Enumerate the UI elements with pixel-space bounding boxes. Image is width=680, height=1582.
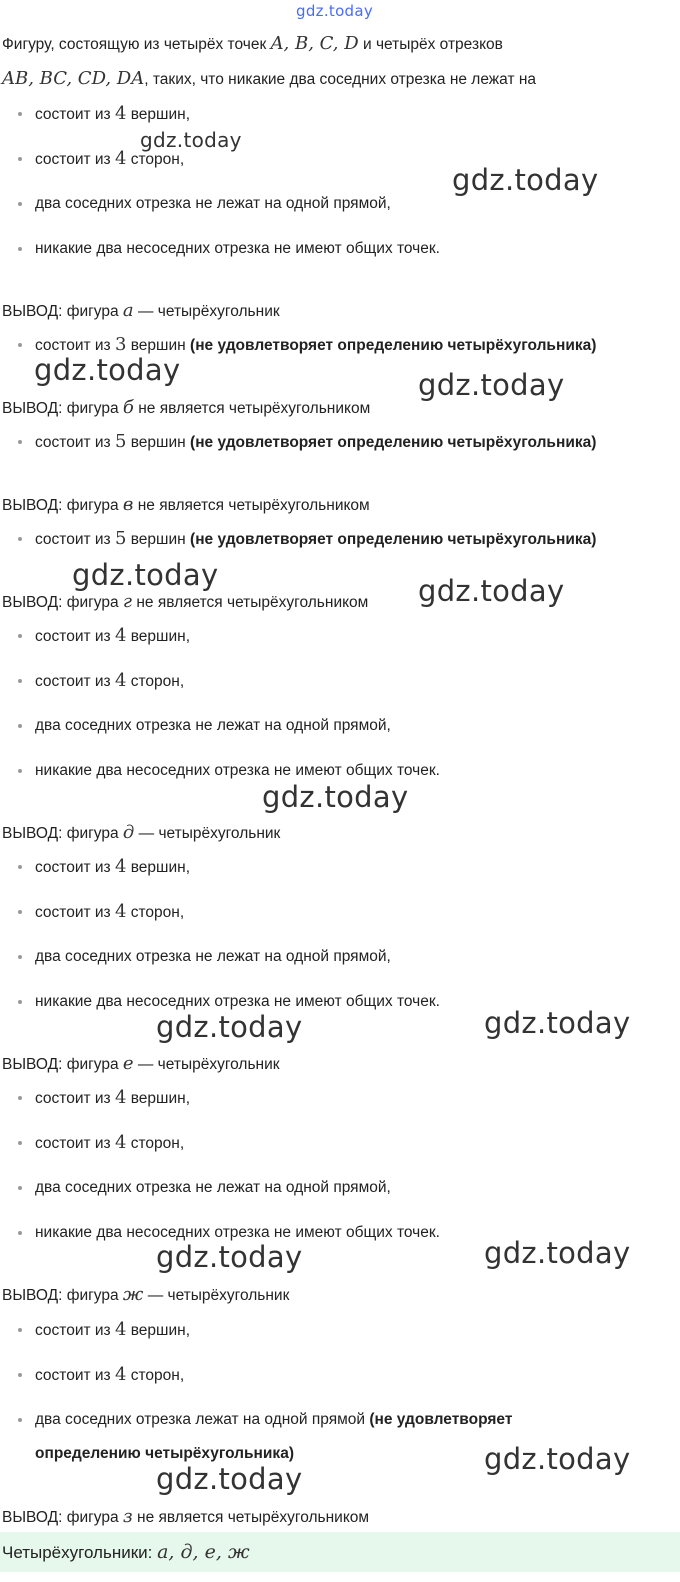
intro-suffix: и четырёх отрезков [363, 36, 503, 53]
item-number: 4 [114, 1319, 127, 1340]
watermark: gdz.today [484, 1442, 631, 1476]
bullet [18, 157, 22, 161]
bullet [18, 112, 22, 116]
conclusion-label: ВЫВОД: фигура [2, 1509, 119, 1526]
item-number: 4 [114, 670, 127, 691]
list-item [18, 1132, 184, 1155]
list-item [18, 901, 184, 924]
watermark-top: gdz.today [296, 2, 374, 20]
final-list: а, д, е, ж [157, 1541, 250, 1563]
item-text: никакие два несоседних отрезка не имеют общих точек. [35, 240, 440, 257]
list-item [18, 1087, 190, 1110]
conclusion-result: не является четырёхугольником [137, 497, 370, 514]
item-text: сторон, [130, 1367, 185, 1384]
conclusion-g [2, 591, 368, 614]
list-item [18, 431, 596, 454]
list-item [18, 856, 190, 879]
item-number: 4 [114, 1364, 127, 1385]
final-answer [0, 1532, 680, 1572]
bullet [18, 724, 22, 728]
item-number: 4 [114, 1132, 127, 1153]
bullet [18, 679, 22, 683]
watermark: gdz.today [156, 1010, 303, 1044]
intro-points: A, B, C, D [270, 33, 359, 54]
item-text: два соседних отрезка лежат на одной прямой [35, 1411, 366, 1428]
item-text: никакие два несоседних отрезка не имеют общих точек. [35, 1224, 440, 1241]
bullet [18, 343, 22, 347]
conclusion-result: не является четырёхугольником [136, 594, 369, 611]
item-text: два соседних отрезка не лежат на одной прямой, [35, 948, 391, 965]
conclusion-d [2, 822, 280, 845]
conclusion-a [2, 300, 280, 323]
item-number: 5 [114, 528, 127, 549]
item-note: (не удовлетворяет определению четырёхугольника) [190, 337, 597, 354]
bullet [18, 769, 22, 773]
figure-letter: г [122, 591, 133, 612]
watermark: gdz.today [262, 780, 409, 814]
watermark: gdz.today [156, 1462, 303, 1496]
bullet [18, 1373, 22, 1377]
list-item [18, 1364, 184, 1387]
item-text: никакие два несоседних отрезка не имеют общих точек. [35, 762, 440, 779]
item-number: 4 [114, 856, 127, 877]
conclusion-z [2, 1506, 369, 1529]
item-text: состоит из [35, 1135, 111, 1152]
conclusion-label: ВЫВОД: фигура [2, 303, 119, 320]
figure-letter: в [122, 494, 134, 515]
conclusion-zh [2, 1284, 289, 1307]
conclusion-result: не является четырёхугольником [138, 400, 371, 417]
figure-letter: д [122, 822, 135, 843]
figure-letter: з [122, 1506, 133, 1527]
item-text: никакие два несоседних отрезка не имеют общих точек. [35, 993, 440, 1010]
list-item [18, 760, 440, 782]
intro-segments: AB, BC, CD, DA [2, 68, 145, 89]
item-text: вершин [130, 434, 186, 451]
figure-letter: е [122, 1053, 134, 1074]
item-number: 4 [114, 625, 127, 646]
item-text: состоит из [35, 531, 111, 548]
watermark: gdz.today [72, 558, 219, 592]
item-number: 5 [114, 431, 127, 452]
bullet [18, 1328, 22, 1332]
item-text: вершин, [130, 628, 191, 645]
bullet [18, 247, 22, 251]
list-item [18, 103, 190, 126]
item-text: состоит из [35, 1367, 111, 1384]
list-item [18, 715, 391, 737]
item-text: состоит из [35, 337, 111, 354]
intro-line-1 [2, 33, 503, 56]
item-text: сторон, [130, 673, 185, 690]
item-text: вершин [130, 337, 186, 354]
conclusion-label: ВЫВОД: фигура [2, 1056, 119, 1073]
watermark: gdz.today [484, 1006, 631, 1040]
item-text: состоит из [35, 151, 111, 168]
item-text: состоит из [35, 904, 111, 921]
list-item [18, 238, 440, 260]
item-text: сторон, [130, 904, 185, 921]
bullet [18, 1141, 22, 1145]
figure-letter: б [122, 397, 134, 418]
figure-letter: ж [122, 1284, 144, 1305]
watermark: gdz.today [156, 1240, 303, 1274]
item-note: (не удовлетворяет определению четырёхугольника) [190, 531, 597, 548]
intro-line-2 [2, 68, 536, 91]
item-number: 4 [114, 1087, 127, 1108]
bullet [18, 865, 22, 869]
item-text: состоит из [35, 106, 111, 123]
conclusion-result: — четырёхугольник [138, 825, 281, 842]
item-text: состоит из [35, 859, 111, 876]
item-text: вершин, [130, 1090, 191, 1107]
watermark: gdz.today [34, 353, 181, 387]
item-text: состоит из [35, 1322, 111, 1339]
list-item [18, 946, 391, 968]
list-item [18, 528, 596, 551]
item-text: два соседних отрезка не лежат на одной прямой, [35, 717, 391, 734]
item-number: 4 [114, 148, 127, 169]
intro-line2-suffix: , таких, что никакие два соседних отрезка не лежат на [144, 71, 537, 88]
conclusion-result: не является четырёхугольником [137, 1509, 370, 1526]
conclusion-label: ВЫВОД: фигура [2, 825, 119, 842]
item-text: сторон, [130, 1135, 185, 1152]
watermark: gdz.today [418, 368, 565, 402]
conclusion-result: — четырёхугольник [147, 1287, 290, 1304]
watermark: gdz.today [140, 128, 242, 152]
bullet [18, 202, 22, 206]
conclusion-label: ВЫВОД: фигура [2, 594, 119, 611]
bullet [18, 1000, 22, 1004]
item-note: (не удовлетворяет [369, 1411, 513, 1428]
item-note: определению четырёхугольника) [35, 1445, 294, 1462]
watermark: gdz.today [418, 574, 565, 608]
item-text: два соседних отрезка не лежат на одной прямой, [35, 1179, 391, 1196]
bullet [18, 955, 22, 959]
list-item [18, 1319, 190, 1342]
conclusion-label: ВЫВОД: фигура [2, 400, 119, 417]
item-text: сторон, [130, 151, 185, 168]
conclusion-label: ВЫВОД: фигура [2, 1287, 119, 1304]
bullet [18, 1231, 22, 1235]
conclusion-v [2, 494, 370, 517]
intro-prefix: Фигуру, состоящую из четырёх точек [2, 36, 267, 53]
list-item [18, 625, 190, 648]
final-label: Четырёхугольники: [2, 1543, 153, 1562]
conclusion-result: — четырёхугольник [137, 303, 280, 320]
item-number: 4 [114, 901, 127, 922]
list-item [18, 193, 391, 215]
list-item [18, 1177, 391, 1199]
conclusion-result: — четырёхугольник [137, 1056, 280, 1073]
bullet [18, 1096, 22, 1100]
item-text: вершин [130, 531, 186, 548]
bullet [18, 910, 22, 914]
conclusion-e [2, 1053, 280, 1076]
item-number: 4 [114, 103, 127, 124]
bullet [18, 634, 22, 638]
item-text: состоит из [35, 673, 111, 690]
list-item [18, 1409, 512, 1431]
bullet [18, 440, 22, 444]
item-text: вершин, [130, 106, 191, 123]
bullet [18, 1186, 22, 1190]
item-text: состоит из [35, 628, 111, 645]
conclusion-label: ВЫВОД: фигура [2, 497, 119, 514]
list-item [18, 670, 184, 693]
bullet [18, 537, 22, 541]
item-text: вершин, [130, 859, 191, 876]
conclusion-b [2, 397, 370, 420]
watermark: gdz.today [484, 1236, 631, 1270]
item-text: вершин, [130, 1322, 191, 1339]
item-number: 3 [114, 334, 127, 355]
item-note: (не удовлетворяет определению четырёхугольника) [190, 434, 597, 451]
bullet [18, 1418, 22, 1422]
item-text: состоит из [35, 434, 111, 451]
watermark: gdz.today [452, 163, 599, 197]
item-text: состоит из [35, 1090, 111, 1107]
figure-letter: а [122, 300, 134, 321]
item-text: два соседних отрезка не лежат на одной прямой, [35, 195, 391, 212]
